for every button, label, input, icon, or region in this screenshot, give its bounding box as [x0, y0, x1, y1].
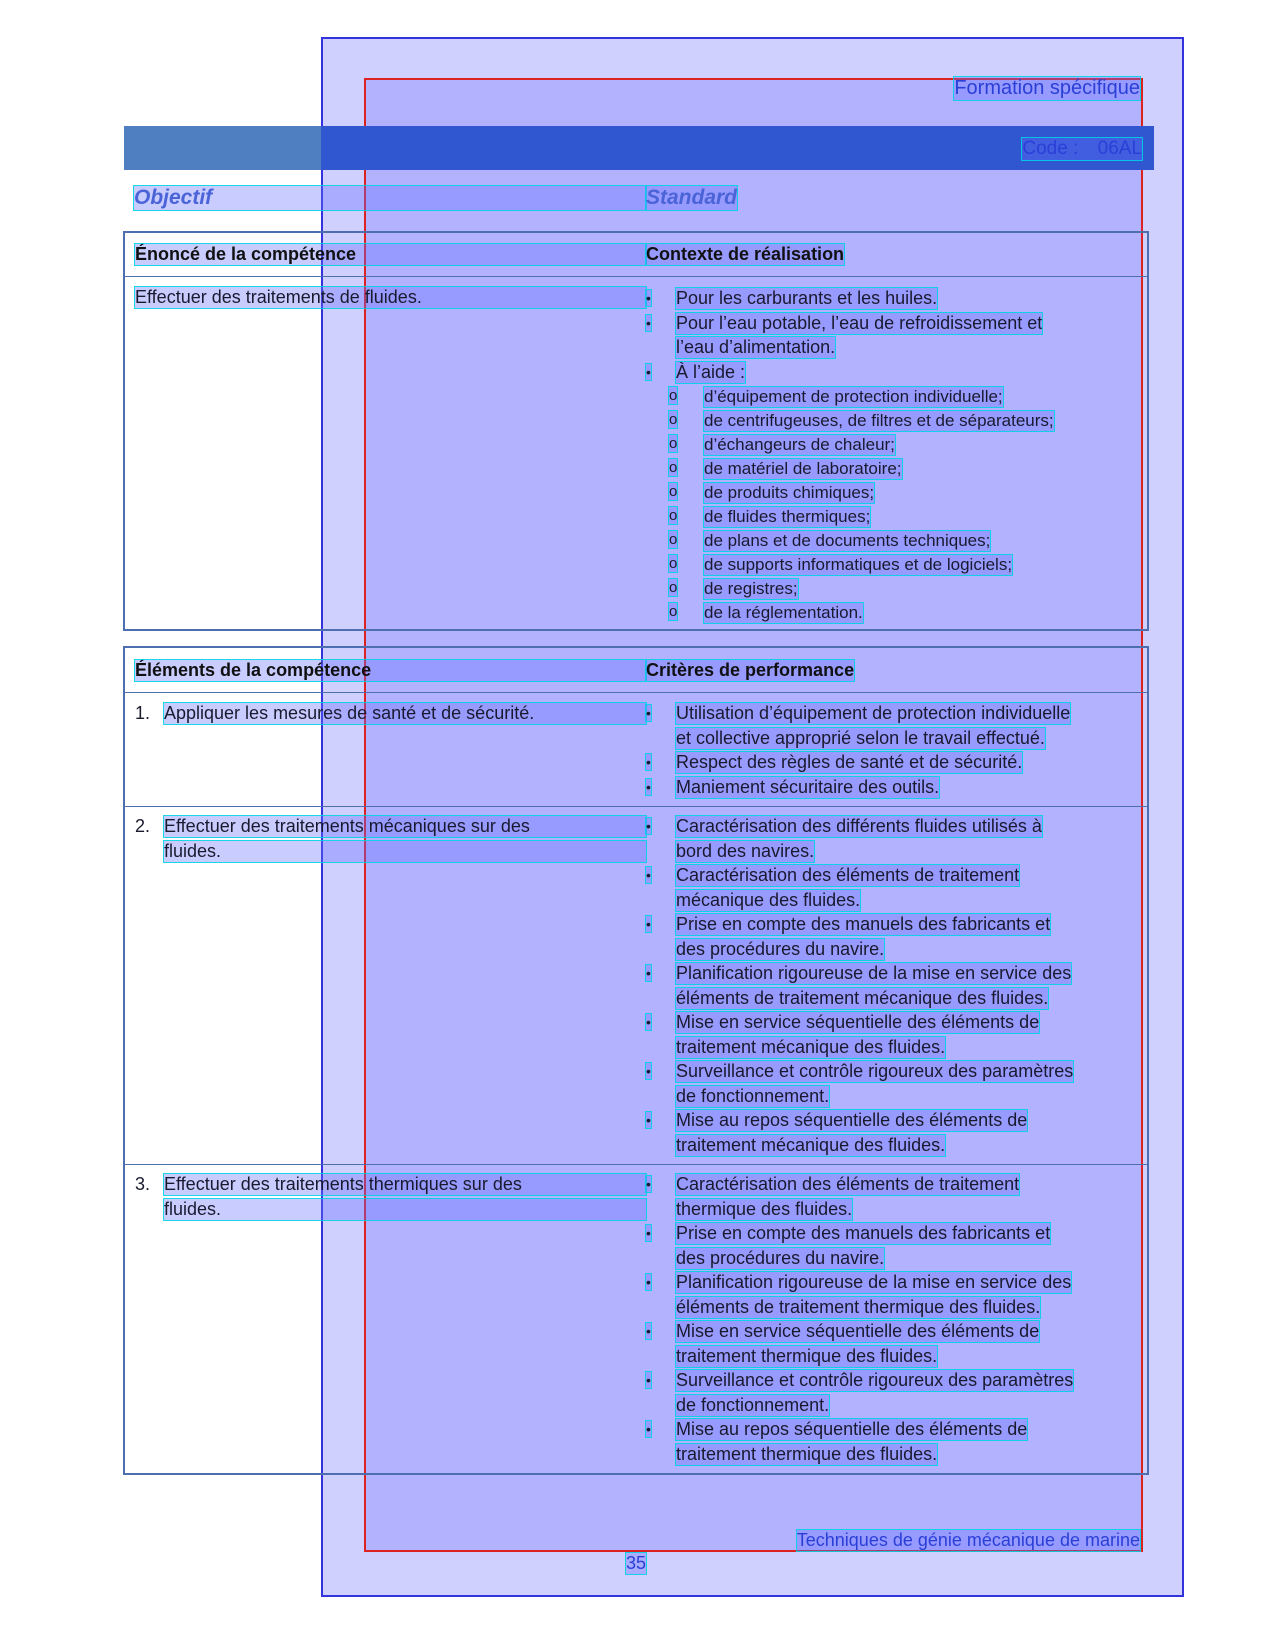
- criterion-text: Surveillance et contrôle rigoureux des paramètres: [676, 1061, 1074, 1081]
- objectif-title: Objectif: [134, 186, 646, 210]
- criterion-text: de fonctionnement.: [676, 1394, 830, 1415]
- element-text: Effectuer des traitements thermiques sur des: [164, 1174, 646, 1195]
- criterion-bullet-marker: •: [646, 1063, 651, 1079]
- criterion-bullet-marker: •: [646, 1274, 651, 1290]
- criterion-text: traitement mécanique des fluides.: [676, 1036, 946, 1057]
- criterion-text: Respect des règles de santé et de sécurité.: [676, 752, 1023, 772]
- criterion-text: traitement thermique des fluides.: [676, 1345, 938, 1366]
- context-sub-text: de supports informatiques et de logiciels;: [704, 555, 1013, 574]
- criterion-text: Caractérisation des différents fluides utilisés à: [676, 816, 1042, 836]
- criterion-text: et collective approprié selon le travail effectué.: [676, 727, 1045, 748]
- criterion-text: des procédures du navire.: [676, 1247, 885, 1268]
- context-bullet-marker: •: [646, 290, 651, 306]
- element-number: 3.: [135, 1174, 151, 1194]
- criterion-text: Mise au repos séquentielle des éléments de: [676, 1419, 1028, 1439]
- criterion-bullet-marker: •: [646, 1176, 651, 1192]
- element-text: Effectuer des traitements mécaniques sur des: [164, 816, 646, 837]
- context-sub-text: de produits chimiques;: [704, 483, 875, 502]
- criterion-text: éléments de traitement mécanique des fluides.: [676, 987, 1049, 1008]
- context-sub-marker: o: [669, 579, 678, 596]
- context-bullet-text: À l’aide :: [676, 362, 746, 382]
- criterion-text: Planification rigoureuse de la mise en service des: [676, 1272, 1072, 1292]
- table2-col2-header: Critères de performance: [646, 660, 855, 680]
- criterion-text: Surveillance et contrôle rigoureux des paramètres: [676, 1370, 1074, 1390]
- page-number: 35: [626, 1553, 647, 1573]
- criterion-bullet-marker: •: [646, 1372, 651, 1388]
- table2-header-divider: [124, 692, 1148, 693]
- standard-title: Standard: [646, 186, 738, 209]
- context-bullet-text: Pour les carburants et les huiles.: [676, 288, 938, 308]
- context-bullet-text: l’eau d’alimentation.: [676, 337, 836, 357]
- context-sub-marker: o: [669, 507, 678, 524]
- table2-row1-divider: [124, 806, 1148, 807]
- context-bullet-marker: •: [646, 364, 651, 380]
- context-sub-text: de fluides thermiques;: [704, 507, 871, 526]
- context-sub-text: de plans et de documents techniques;: [704, 531, 991, 550]
- context-sub-text: d’échangeurs de chaleur;: [704, 435, 895, 454]
- context-sub-marker: o: [669, 531, 678, 548]
- criterion-bullet-marker: •: [646, 778, 651, 795]
- context-sub-marker: o: [669, 435, 678, 452]
- table2-col1-header: Éléments de la compétence: [135, 660, 646, 681]
- criterion-text: Prise en compte des manuels des fabricants et: [676, 914, 1051, 934]
- criterion-text: Planification rigoureuse de la mise en service des: [676, 963, 1072, 983]
- criterion-text: mécanique des fluides.: [676, 889, 861, 910]
- context-sub-marker: o: [669, 555, 678, 572]
- context-sub-text: de la réglementation.: [704, 603, 863, 622]
- criterion-text: Prise en compte des manuels des fabricants et: [676, 1223, 1051, 1243]
- context-sub-text: de registres;: [704, 579, 798, 598]
- criterion-text: Mise en service séquentielle des éléments de: [676, 1012, 1040, 1032]
- table1-col2-header: Contexte de réalisation: [646, 244, 845, 264]
- criterion-bullet-marker: •: [646, 754, 651, 770]
- element-text-cont: fluides.: [164, 841, 646, 862]
- criterion-text: Maniement sécuritaire des outils.: [676, 776, 940, 797]
- criterion-text: Mise en service séquentielle des éléments de: [676, 1321, 1040, 1341]
- criterion-bullet-marker: •: [646, 916, 651, 932]
- criterion-bullet-marker: •: [646, 867, 651, 883]
- criterion-text: Utilisation d’équipement de protection individuelle: [676, 703, 1071, 723]
- competency-code: [1022, 138, 1142, 160]
- competency-statement: Effectuer des traitements de fluides.: [135, 287, 646, 308]
- program-header: Formation spécifique: [954, 77, 1140, 99]
- criterion-bullet-marker: •: [646, 1014, 651, 1030]
- criterion-bullet-marker: •: [646, 705, 651, 721]
- context-bullet-marker: •: [646, 315, 651, 331]
- criterion-bullet-marker: •: [646, 818, 651, 834]
- context-sub-marker: o: [669, 603, 678, 620]
- code-label: Code :: [1022, 138, 1079, 159]
- criterion-bullet-marker: •: [646, 1421, 651, 1437]
- element-text-cont: fluides.: [164, 1199, 646, 1220]
- element-number: 2.: [135, 816, 151, 836]
- element-number: 1.: [135, 703, 151, 723]
- context-sub-text: de centrifugeuses, de filtres et de séparateurs;: [704, 411, 1054, 430]
- context-sub-marker: o: [669, 483, 678, 500]
- criterion-text: Caractérisation des éléments de traitement: [676, 865, 1020, 885]
- code-value: 06AL: [1097, 138, 1142, 159]
- criterion-text: traitement thermique des fluides.: [676, 1443, 938, 1464]
- context-sub-marker: o: [669, 459, 678, 476]
- criterion-text: éléments de traitement thermique des fluides.: [676, 1296, 1041, 1317]
- criterion-text: traitement mécanique des fluides.: [676, 1134, 946, 1155]
- context-sub-text: de matériel de laboratoire;: [704, 459, 902, 478]
- context-sub-marker: o: [669, 387, 678, 404]
- criterion-text: thermique des fluides.: [676, 1198, 853, 1219]
- criterion-bullet-marker: •: [646, 965, 651, 981]
- context-sub-text: d’équipement de protection individuelle;: [704, 387, 1003, 406]
- context-bullet-text: Pour l’eau potable, l’eau de refroidissement et: [676, 313, 1043, 333]
- context-sub-marker: o: [669, 411, 678, 428]
- element-text: Appliquer les mesures de santé et de sécurité.: [164, 703, 646, 724]
- footer-program-name: Techniques de génie mécanique de marine: [796, 1530, 1140, 1550]
- table2-row2-divider: [124, 1164, 1148, 1165]
- criterion-text: Mise au repos séquentielle des éléments de: [676, 1110, 1028, 1130]
- criterion-text: Caractérisation des éléments de traitement: [676, 1174, 1020, 1194]
- criterion-bullet-marker: •: [646, 1323, 651, 1339]
- criterion-text: des procédures du navire.: [676, 938, 885, 959]
- table1-header-divider: [124, 276, 1148, 277]
- table1-col1-header: Énoncé de la compétence: [135, 244, 646, 265]
- criterion-text: bord des navires.: [676, 840, 815, 861]
- criterion-bullet-marker: •: [646, 1112, 651, 1128]
- criterion-text: de fonctionnement.: [676, 1085, 830, 1106]
- criterion-bullet-marker: •: [646, 1225, 651, 1241]
